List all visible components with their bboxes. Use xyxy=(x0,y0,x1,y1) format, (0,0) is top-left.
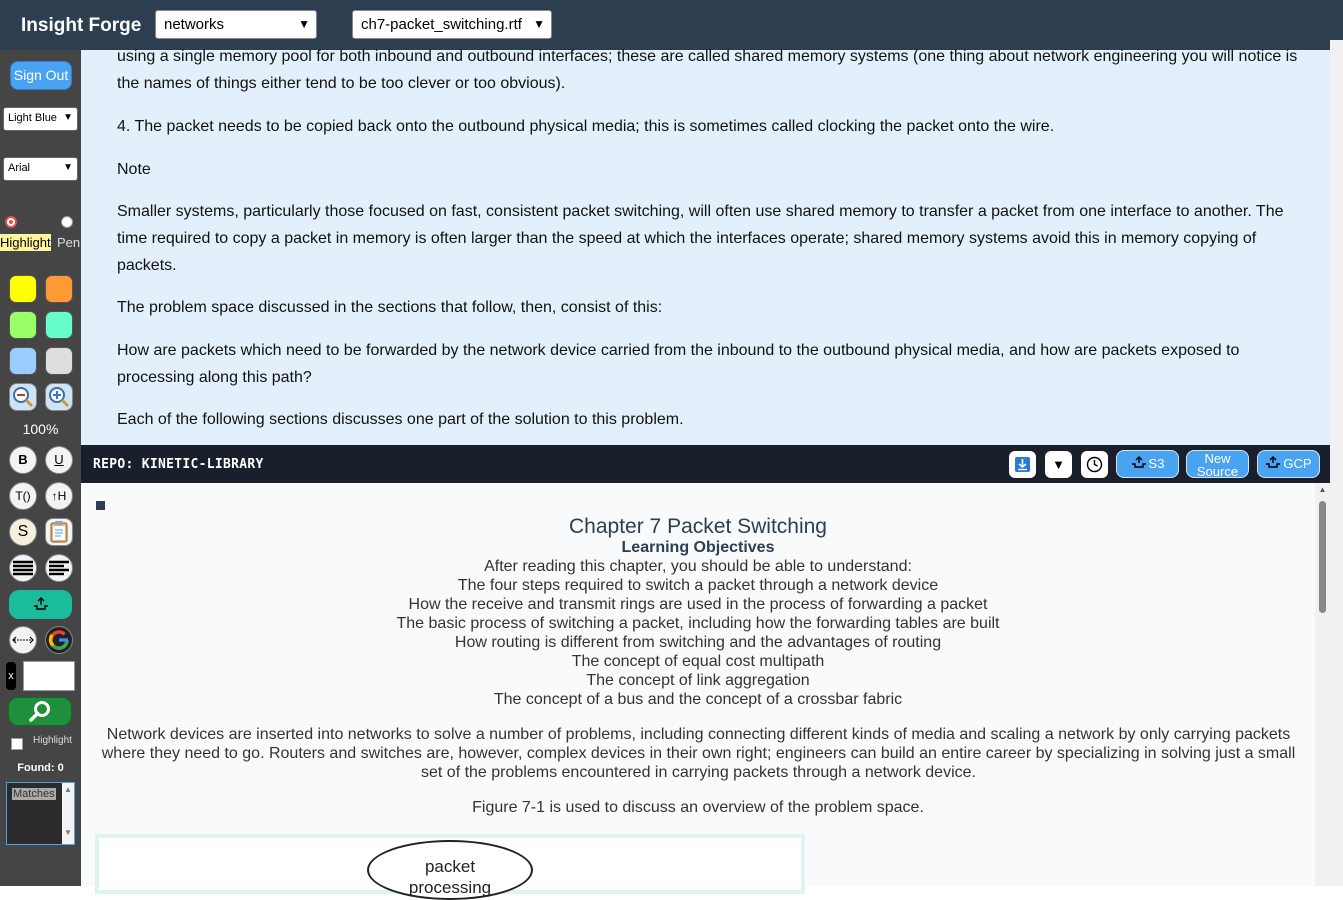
notebook-select-value: networks xyxy=(164,16,225,33)
zoom-level: 100% xyxy=(22,421,59,437)
document-scrollbar-thumb[interactable] xyxy=(1319,501,1326,613)
objective-item: The concept of a bus and the concept of a crossbar fabric xyxy=(493,691,903,708)
clear-search-button[interactable]: x xyxy=(6,662,16,690)
pen-mode-label: Pen xyxy=(57,235,81,250)
chevron-down-icon: ▼ xyxy=(298,17,310,31)
color-swatch-orange[interactable] xyxy=(45,275,73,303)
color-swatch-green[interactable] xyxy=(9,311,37,339)
highlight-mode-radio[interactable] xyxy=(5,216,17,228)
underline-button[interactable]: U xyxy=(45,446,73,474)
gcp-button[interactable] xyxy=(1257,450,1320,478)
align-justify-button[interactable] xyxy=(9,554,37,582)
reader-paragraph: The problem space discussed in the sections that follow, then, consist of this: xyxy=(117,299,663,316)
scroll-up-icon: ▲ xyxy=(64,785,72,794)
bullet-marker xyxy=(96,501,105,510)
sign-out-button[interactable]: Sign Out xyxy=(10,61,72,90)
reader-paragraph: How are packets which need to be forwarded by the network device carried from the inbound to the outbound physical media, and how are packets exposed to processing along this path? xyxy=(117,342,1240,386)
chevron-down-icon: ▼ xyxy=(63,162,73,173)
pen-mode-radio[interactable] xyxy=(61,216,73,228)
theme-select-value: Light Blue xyxy=(8,112,57,124)
s3-label: S3 xyxy=(1148,456,1165,471)
text-case-button[interactable]: T() xyxy=(9,482,37,510)
reader-paragraph: Each of the following sections discusses one part of the solution to this problem. xyxy=(117,411,684,428)
chapter-title: Chapter 7 Packet Switching xyxy=(569,515,827,538)
upload-icon xyxy=(1265,456,1281,469)
highlight-mode-label: Highlight xyxy=(0,235,51,250)
font-select[interactable] xyxy=(3,157,78,181)
arrows-horizontal-icon xyxy=(10,627,36,653)
matches-list[interactable] xyxy=(6,782,75,845)
align-left-button[interactable] xyxy=(45,554,73,582)
reading-pane[interactable] xyxy=(81,50,1330,445)
google-icon xyxy=(47,628,71,652)
objective-item: How the receive and transmit rings are used in the process of forwarding a packet xyxy=(408,596,988,613)
color-swatch-gray[interactable] xyxy=(45,347,73,375)
objective-item: The concept of link aggregation xyxy=(586,672,810,689)
dropdown-button[interactable] xyxy=(1045,451,1072,478)
align-justify-icon xyxy=(10,555,36,581)
download-icon xyxy=(1014,456,1031,473)
new-source-label-line2: Source xyxy=(1196,464,1239,479)
s3-button[interactable] xyxy=(1116,450,1179,478)
zoom-out-icon xyxy=(11,385,35,409)
new-source-label-line1: New xyxy=(1204,451,1231,466)
repo-bar xyxy=(81,445,1330,483)
search-icon xyxy=(27,699,53,725)
document-scrollbar[interactable] xyxy=(1315,483,1330,886)
objective-item: The four steps required to switch a packet through a network device xyxy=(457,577,939,594)
node-label-line2: processing xyxy=(408,878,492,897)
theme-select[interactable] xyxy=(3,107,78,131)
upload-icon xyxy=(1131,456,1147,469)
history-button[interactable] xyxy=(1081,451,1108,478)
caret-down-icon: ▼ xyxy=(1052,457,1065,472)
file-select[interactable] xyxy=(352,10,552,39)
scroll-up-icon: ▲ xyxy=(1318,485,1327,494)
color-swatch-teal[interactable] xyxy=(45,311,73,339)
objective-item: How routing is different from switching and the advantages of routing xyxy=(454,634,942,651)
packet-processing-node xyxy=(367,840,533,900)
zoom-out-button[interactable] xyxy=(9,383,37,411)
color-swatch-blue[interactable] xyxy=(9,347,37,375)
search-button[interactable] xyxy=(8,697,72,726)
gcp-label: GCP xyxy=(1283,456,1312,471)
matches-scrollbar[interactable] xyxy=(62,783,74,844)
clock-icon xyxy=(1086,456,1103,473)
font-select-value: Arial xyxy=(8,162,31,174)
line-spacing-button[interactable] xyxy=(9,626,37,654)
reader-paragraph: Note xyxy=(117,161,151,178)
upload-button[interactable] xyxy=(9,590,72,619)
clipboard-button[interactable] xyxy=(45,518,73,546)
figure-caption: Figure 7-1 is used to discuss an overview of the problem space. xyxy=(472,799,924,816)
zoom-in-icon xyxy=(47,385,71,409)
bold-button[interactable]: B xyxy=(9,446,37,474)
learning-objectives-heading: Learning Objectives xyxy=(621,539,775,556)
file-select-value: ch7-packet_switching.rtf xyxy=(361,16,522,33)
highlight-matches-label: Highlight xyxy=(33,735,72,746)
scroll-down-icon: ▼ xyxy=(64,828,72,837)
strikethrough-button[interactable]: S xyxy=(9,518,37,546)
zoom-in-button[interactable] xyxy=(45,383,73,411)
window-scrollbar[interactable] xyxy=(1330,40,1343,886)
highlight-matches-checkbox[interactable] xyxy=(11,738,23,750)
chevron-down-icon: ▼ xyxy=(63,112,73,123)
download-button[interactable] xyxy=(1009,451,1036,478)
chevron-down-icon: ▼ xyxy=(533,17,545,31)
objective-item: The basic process of switching a packet, including how the forwarding tables are built xyxy=(396,615,1000,632)
align-left-icon xyxy=(46,555,72,581)
matches-placeholder: Matches xyxy=(13,788,55,800)
node-label-line1: packet xyxy=(424,857,476,876)
objective-item: The concept of equal cost multipath xyxy=(571,653,825,670)
app-title: Insight Forge xyxy=(21,15,142,36)
sidebar xyxy=(0,50,81,886)
new-source-button[interactable] xyxy=(1186,450,1249,478)
objectives-intro: After reading this chapter, you should be able to understand: xyxy=(484,558,912,575)
notebook-select[interactable] xyxy=(155,10,317,39)
heading-button[interactable]: ↑H xyxy=(45,482,73,510)
intro-paragraph: Network devices are inserted into networks to solve a number of problems, including connecting different kinds of media and scaling a network by only carrying packets where they need to go. Routers and switches are, however, complex devices in their own right; engineers can build an entire career by specializing in solving just a small set of the problems encountered in carrying packets through a network device. xyxy=(101,726,1296,781)
reader-paragraph: 4. The packet needs to be copied back onto the outbound physical media; this is sometimes called clocking the packet onto the wire. xyxy=(117,118,1055,135)
search-input[interactable] xyxy=(23,661,75,691)
google-button[interactable] xyxy=(45,626,73,654)
clipboard-icon xyxy=(49,520,69,544)
document-pane[interactable] xyxy=(81,483,1330,897)
upload-icon xyxy=(33,597,49,611)
reader-paragraph: using a single memory pool for both inbound and outbound interfaces; these are called shared memory systems (one thing about network engineering you will notice is the names of things either tend to be too clever or too obvious). xyxy=(117,48,1298,92)
found-count: Found: 0 xyxy=(17,762,64,774)
color-swatch-yellow[interactable] xyxy=(9,275,37,303)
repo-title: REPO: KINETIC-LIBRARY xyxy=(93,457,264,472)
reader-paragraph: Smaller systems, particularly those focused on fast, consistent packet switching, will often use shared memory to transfer a packet from one interface to another. The time required to copy a packet in memory is often larger than the speed at which the interfaces operate; shared memory systems avoid this in memory copying of packets. xyxy=(117,203,1284,274)
